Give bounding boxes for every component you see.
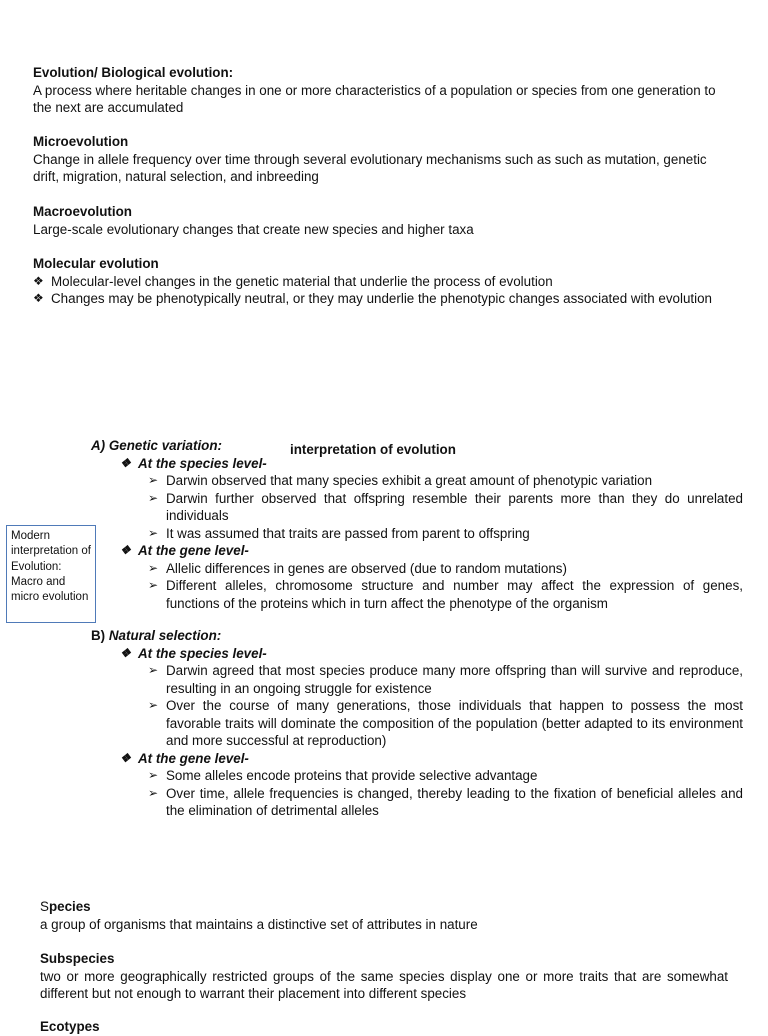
molecular-evolution-title: Molecular evolution [33, 256, 159, 271]
arrow-bullet-icon: ➢ [148, 768, 159, 782]
list-item: ❖ Molecular-level changes in the genetic material that underlie the process of evolution [33, 273, 553, 289]
species-title: Species [40, 899, 91, 914]
species-section [40, 898, 730, 933]
list-item: ➢ Darwin agreed that most species produce many more offspring than will survive and reproduce, resulting in an ongoing struggle for existence [148, 663, 743, 696]
subspecies-definition: two or more geographically restricted groups of the same species display one or more traits that are somewhat different but not enough to warrant their placement into different species [40, 968, 728, 1001]
gene-level-heading: ❖ At the gene level- [120, 750, 249, 766]
natural-selection-title: B) Natural selection: [91, 628, 222, 643]
natural-selection-section [91, 627, 743, 820]
gene-level-heading: ❖ At the gene level- [120, 543, 249, 558]
diamond-bullet-icon: ❖ [33, 291, 44, 305]
list-item: ➢ Darwin observed that many species exhibit a great amount of phenotypic variation [148, 473, 653, 488]
microevolution-section [33, 133, 723, 186]
list-item: ➢ It was assumed that traits are passed from parent to offspring [148, 525, 530, 541]
genetic-variation-title: A) Genetic variation: [91, 438, 222, 453]
ecotypes-title: Ecotypes [40, 1019, 100, 1034]
list-item: ➢ Darwin further observed that offspring resemble their parents more than they do unrelated individuals [148, 490, 743, 523]
list-item: ❖ Changes may be phenotypically neutral, or they may underlie the phenotypic changes associated with evolution [33, 291, 713, 306]
arrow-bullet-icon: ➢ [148, 525, 159, 540]
arrow-bullet-icon: ➢ [148, 560, 159, 575]
list-item: ➢ Over time, allele frequencies is changed, thereby leading to the fixation of beneficial alleles and the elimination of detrimental alleles [148, 785, 743, 818]
list-item: ➢ Some alleles encode proteins that provide selective advantage [148, 768, 538, 783]
arrow-bullet-icon: ➢ [148, 578, 159, 592]
macroevolution-definition: Large-scale evolutionary changes that create new species and higher taxa [33, 221, 474, 237]
arrow-bullet-icon: ➢ [148, 663, 159, 677]
diamond-bullet-icon: ❖ [120, 750, 131, 765]
arrow-bullet-icon: ➢ [148, 490, 159, 505]
species-level-heading: ❖ At the species level- [120, 455, 267, 471]
subspecies-section [40, 950, 728, 1003]
evolution-definition: A process where heritable changes in one or more characteristics of a population or species from one generation to the next are accumulated [33, 82, 716, 115]
diamond-bullet-icon: ❖ [120, 645, 131, 660]
diamond-bullet-icon: ❖ [120, 543, 131, 557]
list-item: ➢ Different alleles, chromosome structure and number may affect the expression of genes, functions of the proteins which in turn affect the phenotype of the organism [148, 578, 743, 611]
list-item: ➢ Allelic differences in genes are observed (due to random mutations) [148, 560, 567, 576]
arrow-bullet-icon: ➢ [148, 698, 159, 712]
microevolution-definition: Change in allele frequency over time through several evolutionary mechanisms such as such as mutation, genetic drift, migration, natural selection, and inbreeding [33, 151, 707, 184]
macroevolution-title: Macroevolution [33, 204, 132, 219]
species-level-heading: ❖ At the species level- [120, 645, 267, 661]
microevolution-title: Microevolution [33, 134, 129, 149]
genetic-variation-section [91, 437, 743, 612]
interpretation-heading: interpretation of evolution [290, 442, 456, 457]
diamond-bullet-icon: ❖ [33, 273, 44, 288]
side-note-box: Modern interpretation of Evolution: Macro and micro evolution [6, 525, 96, 623]
species-definition: a group of organisms that maintains a distinctive set of attributes in nature [40, 916, 478, 932]
subspecies-title: Subspecies [40, 951, 115, 966]
macroevolution-section [33, 203, 723, 238]
diamond-bullet-icon: ❖ [120, 455, 131, 470]
evolution-title: Evolution/ Biological evolution: [33, 65, 234, 80]
list-item: ➢ Over the course of many generations, those individuals that happen to possess the most favorable traits will dominate the composition of the population (better adapted to its environment and more successful at reproduction) [148, 698, 743, 748]
molecular-evolution-section [33, 255, 723, 308]
evolution-section [33, 64, 723, 117]
arrow-bullet-icon: ➢ [148, 785, 159, 800]
arrow-bullet-icon: ➢ [148, 473, 159, 487]
